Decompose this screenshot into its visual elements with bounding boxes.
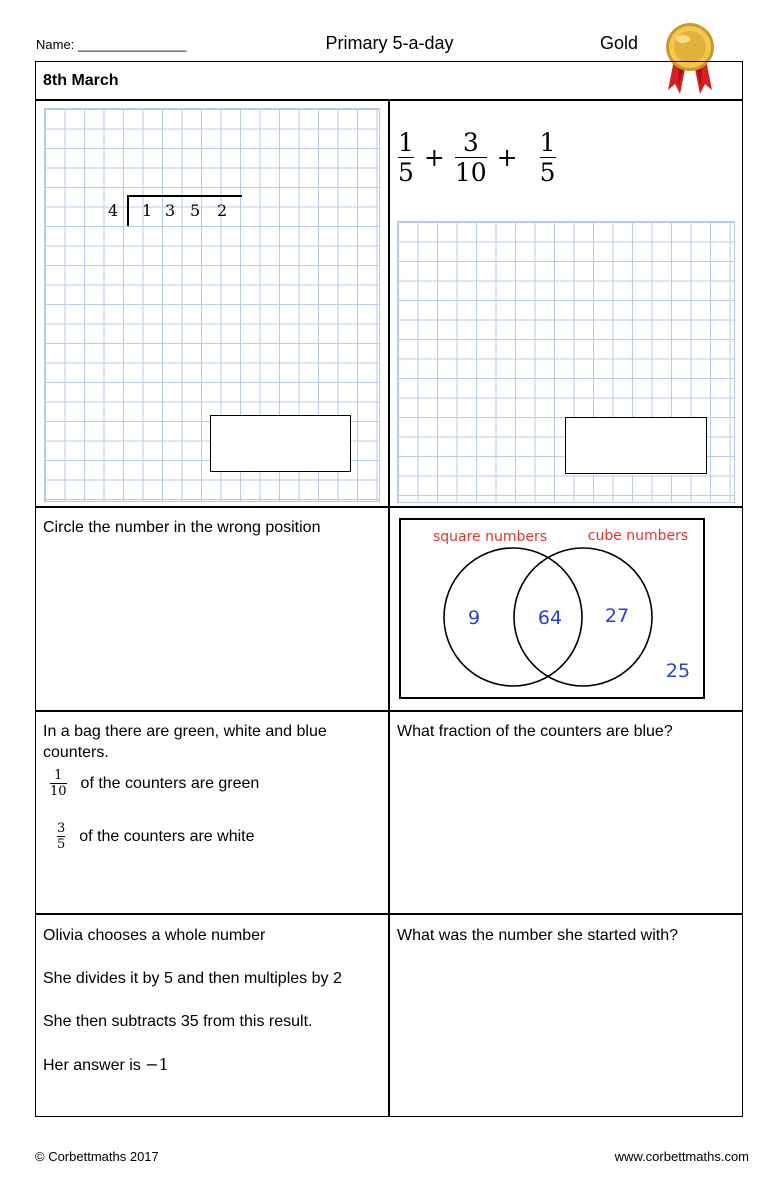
q4-question: What fraction of the counters are blue? — [397, 723, 673, 740]
q4-green-line — [50, 768, 259, 799]
venn-left-label: square numbers — [432, 529, 548, 545]
q1-divisor: 4 — [108, 201, 119, 220]
q1-dividend-digit: 1 — [142, 201, 153, 220]
q2-expression — [398, 128, 556, 187]
q5-line: She divides it by 5 and then multiples by 2 — [43, 970, 342, 987]
venn-right-label: cube numbers — [587, 528, 689, 544]
q5-answer-label: Her answer is — [43, 1057, 141, 1074]
q4-green-fraction: $\frac{1}{10}$ — [50, 768, 67, 800]
q2-fraction: $\frac{1}{5}$ — [539, 128, 556, 188]
q2-fraction: $\frac{1}{5}$ — [398, 128, 414, 188]
page-title: Primary 5-a-day — [325, 33, 454, 53]
q2-fraction: $\frac{3}{10}$ — [454, 128, 487, 188]
q2-answer-box[interactable] — [565, 417, 707, 474]
venn-diagram — [399, 518, 706, 700]
q1-dividend-digit: 3 — [165, 201, 176, 220]
name-field-label: Name: _______________ — [36, 37, 187, 52]
venn-outside-number[interactable]: 25 — [665, 660, 691, 682]
copyright-notice: © Corbettmaths 2017 — [35, 1149, 159, 1164]
venn-right-only-number[interactable]: 27 — [604, 605, 630, 627]
q4-green-text: of the counters are green — [80, 775, 260, 793]
website-link[interactable]: www.corbettmaths.com — [614, 1149, 749, 1164]
q4-white-line — [57, 821, 255, 852]
level-label: Gold — [600, 33, 639, 53]
plus-operator: + — [496, 143, 518, 173]
venn-left-only-number[interactable]: 9 — [467, 607, 481, 629]
column-divider — [388, 99, 390, 1117]
q5-answer-line — [43, 1054, 169, 1076]
q1-dividend-digit: 5 — [190, 201, 201, 220]
q5-line: Olivia chooses a whole number — [43, 927, 266, 944]
q4-intro: In a bag there are green, white and blue counters. — [43, 723, 327, 761]
q4-white-fraction: $\frac{3}{5}$ — [57, 821, 66, 853]
q5-question: What was the number she started with? — [397, 927, 679, 944]
worksheet-date: 8th March — [43, 72, 119, 89]
q1-answer-box[interactable] — [210, 415, 351, 472]
venn-intersection-number[interactable]: 64 — [537, 607, 563, 629]
q5-answer-value: −1 — [145, 1055, 169, 1074]
q1-dividend-digit: 2 — [217, 201, 228, 220]
q5-line: She then subtracts 35 from this result. — [43, 1013, 313, 1030]
q3-prompt: Circle the number in the wrong position — [43, 519, 321, 536]
q4-white-text: of the counters are white — [79, 828, 255, 846]
plus-operator: + — [423, 143, 445, 173]
